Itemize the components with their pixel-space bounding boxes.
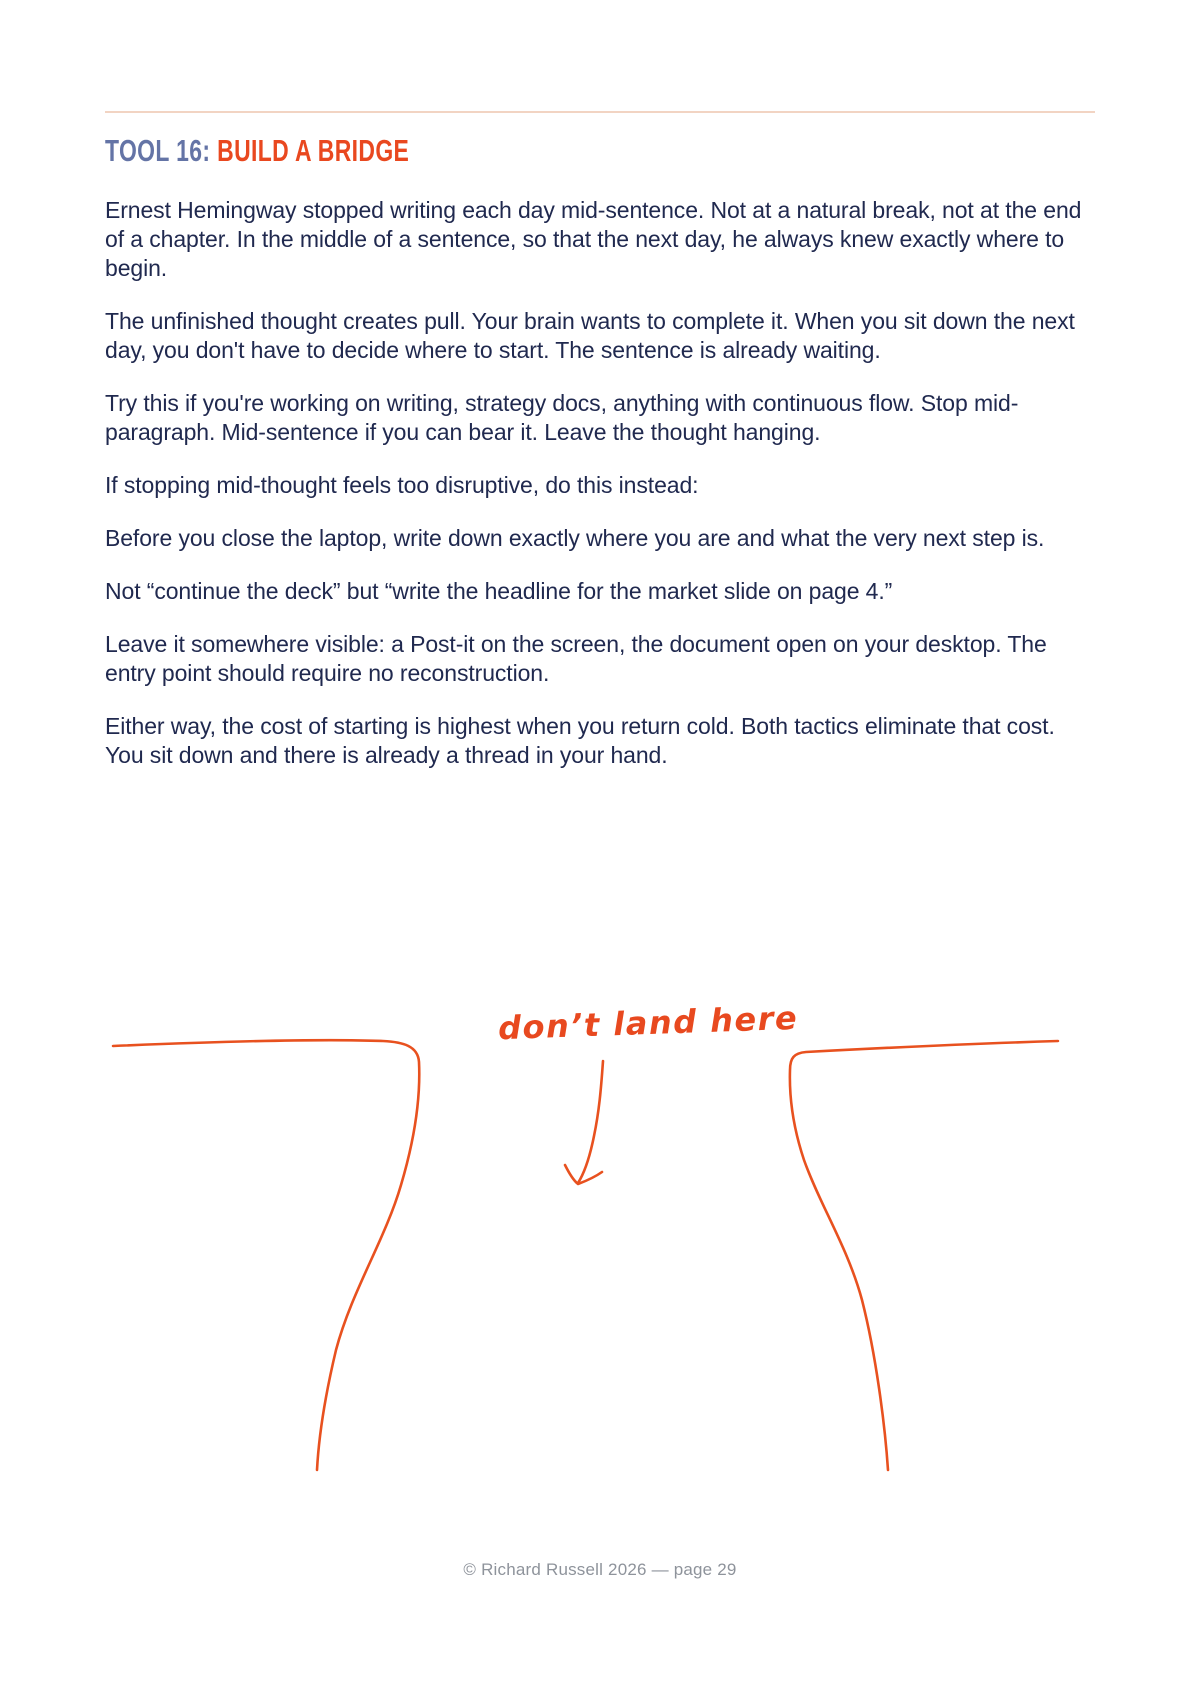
cliff-gap-sketch	[0, 1000, 1200, 1520]
top-divider-rule	[105, 111, 1095, 113]
paragraph-before-close-laptop: Before you close the laptop, write down exactly where you are and what the very next step is.	[105, 525, 1045, 551]
page-footer: © Richard Russell 2026 — page 29	[463, 1560, 737, 1579]
title-separator-space	[210, 133, 217, 168]
paragraph-hemingway: Ernest Hemingway stopped writing each day mid-sentence. Not at a natural break, not at the end of a chapter. In the middle of a sentence, so that the next day, he always knew exactly where to begin.	[105, 197, 1082, 281]
paragraph-unfinished-thought: The unfinished thought creates pull. Your brain wants to complete it. When you sit down the next day, you don't have to decide where to start. The sentence is already waiting.	[105, 308, 1075, 363]
page-title-text	[105, 134, 409, 168]
cliff-gap-sketch-svg	[0, 1000, 1200, 1520]
sketch-caption-dont-land-here: don’t land here	[497, 998, 799, 1048]
paragraph-not-continue-deck: Not “continue the deck” but “write the headline for the market slide on page 4.”	[105, 578, 893, 604]
title-tool-number: TOOL 16:	[105, 133, 211, 168]
paragraph-either-way: Either way, the cost of starting is highest when you return cold. Both tactics eliminate that cost. You sit down and there is already a thread in your hand.	[105, 713, 1055, 768]
right-cliff-line	[790, 1041, 1058, 1470]
paragraph-if-disruptive: If stopping mid-thought feels too disruptive, do this instead:	[105, 472, 699, 498]
left-cliff-line	[113, 1040, 419, 1470]
title-tool-name: BUILD A BRIDGE	[217, 133, 410, 168]
paragraph-try-this: Try this if you're working on writing, strategy docs, anything with continuous flow. Stop mid-paragraph. Mid-sentence if you can bear it. Leave the thought hanging.	[105, 390, 1019, 445]
paragraph-leave-visible: Leave it somewhere visible: a Post-it on the screen, the document open on your desktop. The entry point should require no reconstruction.	[105, 631, 1047, 686]
body-text	[105, 196, 1090, 794]
page-title	[105, 132, 516, 169]
arrow-down-stem	[578, 1061, 603, 1183]
